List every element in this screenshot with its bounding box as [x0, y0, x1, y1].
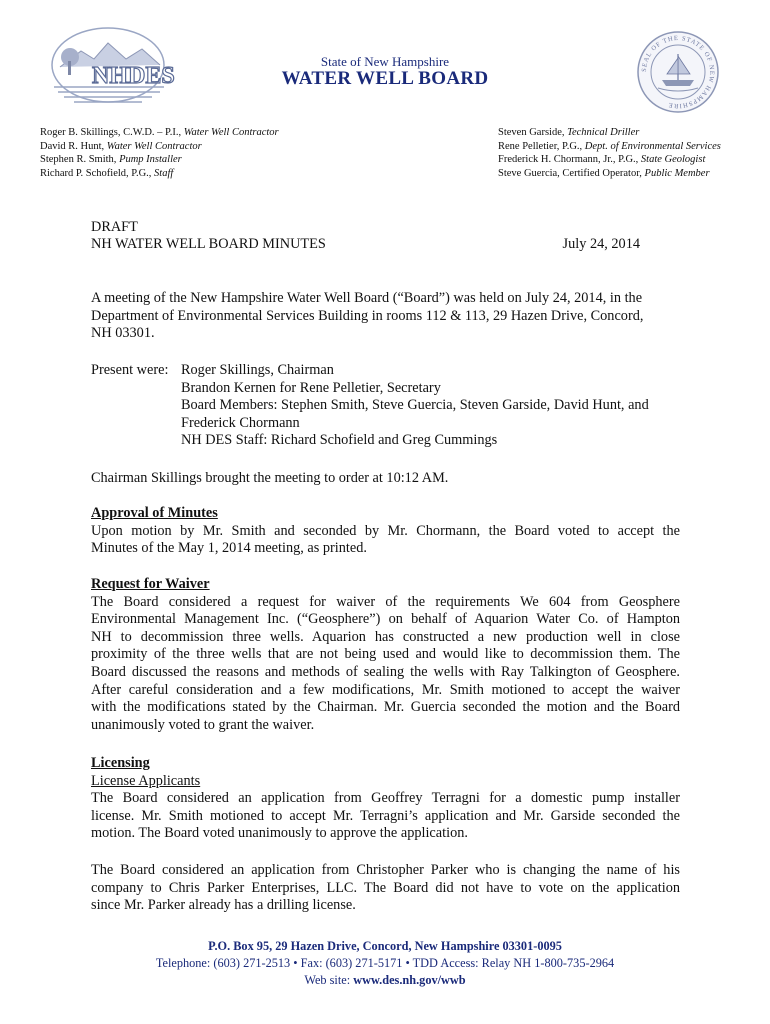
waiver-line: proximity of the three wells that are not being used and would like to decommission them. The — [91, 646, 680, 663]
attendee: Board Members: Stephen Smith, Steve Guercia, Steven Garside, David Hunt, and — [181, 397, 649, 414]
member-row: Steve Guercia, Certified Operator, Public Member — [498, 167, 710, 179]
subsection-heading: License Applicants — [91, 772, 201, 789]
member-row: Richard P. Schofield, P.G., Staff — [40, 167, 174, 179]
parker-line: company to Chris Parker Enterprises, LLC. The Board did not have to vote on the application — [91, 879, 680, 896]
minutes-title: NH WATER WELL BOARD MINUTES — [91, 236, 326, 252]
terragni-line: motion. The Board voted unanimously to approve the application. — [91, 825, 468, 842]
state-name: State of New Hampshire — [320, 54, 450, 69]
parker-line: The Board considered an application from Christopher Parker who is changing the name of his — [91, 862, 680, 878]
website-link[interactable]: www.des.nh.gov/wwb — [353, 973, 466, 987]
draft-label: DRAFT — [91, 219, 138, 235]
parker-line: since Mr. Parker already has a drilling license. — [91, 897, 356, 914]
waiver-section — [91, 576, 680, 734]
members-list-right — [498, 126, 721, 180]
footer-address: P.O. Box 95, 29 Hazen Drive, Concord, New Hampshire 03301-0095 — [208, 939, 562, 953]
members-list-left — [40, 126, 279, 180]
seal-text: SEAL OF THE STATE OF NEW HAMPSHIRE — [640, 34, 716, 110]
waiver-line: The Board considered a request for waiver of the requirements We 604 from Geosphere — [91, 593, 680, 610]
section-heading: Approval of Minutes — [91, 505, 218, 521]
footer-phones: Telephone: (603) 271-2513 • Fax: (603) 271-5171 • TDD Access: Relay NH 1-800-735-2964 — [155, 956, 615, 970]
licensing-section — [91, 755, 680, 843]
call-to-order: Chairman Skillings brought the meeting to order at 10:12 AM. — [91, 470, 449, 486]
member-row: Stephen R. Smith, Pump Installer — [40, 154, 182, 166]
approval-line: Minutes of the May 1, 2014 meeting, as printed. — [91, 540, 367, 557]
present-label: Present were: — [91, 362, 169, 378]
waiver-line: Board discussed the reasons and methods of sealing the wells with Ray Talkington of Geosphere. — [91, 663, 680, 680]
intro-paragraph: A meeting of the New Hampshire Water Well Board (“Board”) was held on July 24, 2014, in the Department of Environmental Services Building in rooms 112 & 113, 29 Hazen Drive, Concord, NH 03301. — [91, 290, 644, 342]
approval-line: Upon motion by Mr. Smith and seconded by Mr. Chormann, the Board voted to accept the — [91, 522, 680, 539]
member-row: David R. Hunt, Water Well Contractor — [40, 140, 202, 152]
section-heading: Licensing — [91, 755, 150, 771]
waiver-line: with the modifications stated by the Chairman. Mr. Guercia seconded the motion and the Board — [91, 699, 680, 716]
attendee: NH DES Staff: Richard Schofield and Greg Cummings — [181, 432, 498, 449]
member-row: Roger B. Skillings, C.W.D. – P.I., Water Well Contractor — [40, 127, 279, 138]
terragni-line: The Board considered an application from Geoffrey Terragni for a domestic pump installer — [91, 790, 680, 807]
member-row: Steven Garside, Technical Driller — [498, 127, 640, 138]
attendee: Roger Skillings, Chairman — [181, 362, 334, 378]
member-row: Frederick H. Chormann, Jr., P.G., State Geologist — [498, 154, 706, 166]
attendee: Brandon Kernen for Rene Pelletier, Secretary — [181, 379, 441, 396]
member-row: Rene Pelletier, P.G., Dept. of Environmental Services — [498, 140, 721, 152]
waiver-line: NH to decommission three wells. Aquarion has constructed a new production well in close — [91, 628, 680, 645]
footer-web: Web site: www.des.nh.gov/wwb — [304, 973, 466, 987]
waiver-line: Environmental Management Inc. (“Geosphere”) on behalf of Aquarion Water Co. of Hampton — [91, 611, 680, 628]
board-title: WATER WELL BOARD — [281, 68, 489, 89]
parker-paragraph — [91, 862, 680, 915]
waiver-line: unanimously voted to grant the waiver. — [91, 716, 315, 733]
footer — [0, 938, 770, 989]
nhdes-logo-text: NHDES — [92, 63, 175, 89]
waiver-line: After careful consideration and a few modifications, Mr. Smith motioned to accept the waiver — [91, 681, 680, 698]
section-heading: Request for Waiver — [91, 576, 210, 592]
present-list — [181, 362, 681, 450]
meeting-date: July 24, 2014 — [562, 236, 640, 252]
terragni-line: license. Mr. Smith motioned to accept Mr. Terragni’s application and Mr. Garside seconded the — [91, 807, 680, 824]
approval-section — [91, 505, 680, 558]
attendee: Frederick Chormann — [181, 414, 300, 431]
